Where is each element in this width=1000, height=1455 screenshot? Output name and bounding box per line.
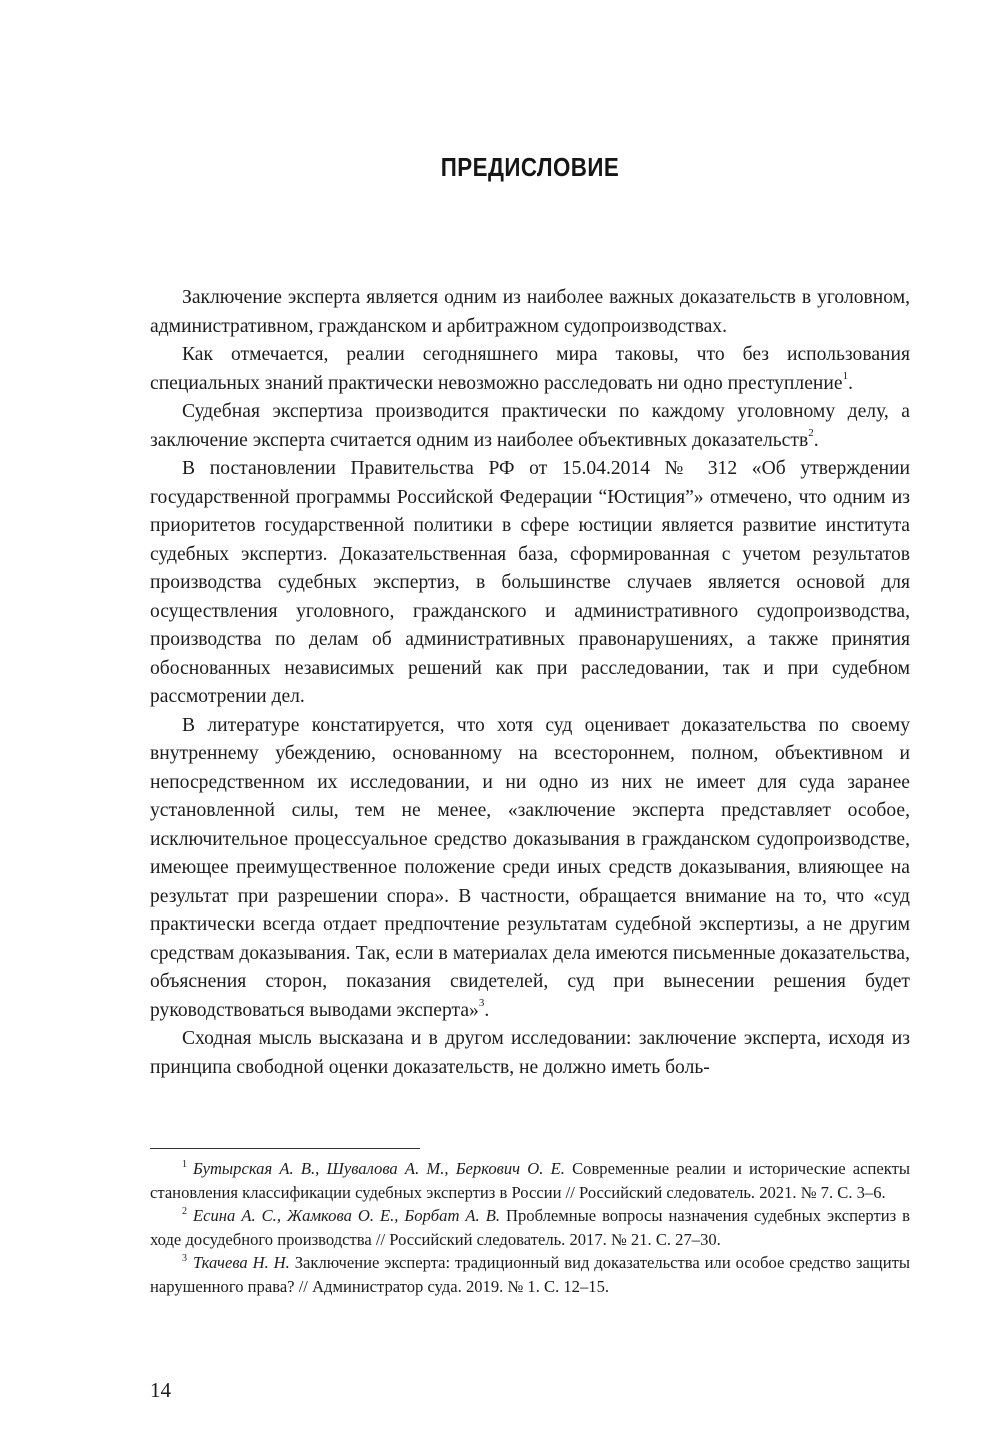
paragraph-tail: . [813, 429, 819, 451]
paragraph-text: Как отмечается, реалии сегодняшнего мира таковы, что без использования специальных знаний практически невозможно расследовать ни одно преступление [150, 344, 910, 394]
footnote-ref: 2 [808, 426, 814, 439]
paragraph-text: Судебная экспертиза производится практически по каждому уголовному делу, а заключение эксперта считается одним из наиболее объективных доказательств [150, 401, 910, 451]
footnote-text: Современные реалии и исторические аспекты становления классификации судебных экспертиз в России // Российский следователь. 2021. № 7. С. 3–6. [150, 1159, 911, 1202]
paragraph [150, 398, 910, 455]
footnote-ref: 1 [842, 369, 849, 382]
paragraph [150, 455, 910, 712]
footnote-mark: 3 [182, 1253, 187, 1265]
footnote-authors: Ткачева Н. Н. [193, 1253, 290, 1272]
paragraph-text: В постановлении Правительства РФ от 15.04.2014 № 312 «Об утверждении государственной программы Российской Федерации “Юстиция”» отмечено, что одним из приоритетов государственной политики в сфере юстиции является развитие института судебных экспертиз. Доказательственная база, сформированная с учетом результатов производства судебных экспертиз, в большинстве случаев является основой для осуществления уголовного, гражданского и административного судопроизводства, производства по делам об административных правонарушениях, а также принятия обоснованных независимых решений как при расследовании, так и при судебном рассмотрении дел. [150, 458, 910, 707]
paragraph [150, 1025, 910, 1082]
paragraph-text: В литературе констатируется, что хотя суд оценивает доказательства по своему внутреннему убеждению, основанному на всестороннем, полном, объективном и непосредственном их исследовании, и ни одно из них не имеет для суда заранее установленной силы, тем не менее, «заключение эксперта представляет особое, исключительное процессуальное средство доказывания в гражданском судопроизводстве, имеющее преимущественное положение среди иных средств доказывания, влияющее на результат при разрешении спора». В частности, обращается внимание на то, что «суд практически всегда отдает предпочтение результатам судебной экспертизы, а не другим средствам доказывания. Так, если в материалах дела имеются письменные доказательства, объяснения сторон, показания свидетелей, суд при вынесении решения будет руководствоваться выводами эксперта» [150, 714, 910, 1021]
footnote-text: Проблемные вопросы назначения судебных экспертиз в ходе досудебного производства // Российский следователь. 2017. № 21. С. 27–30. [150, 1206, 910, 1249]
footnote-divider [150, 1148, 420, 1149]
footnote-mark: 1 [182, 1159, 187, 1171]
paragraph [150, 712, 910, 1026]
footnote-authors: Бутырская А. В., Шувалова А. М., Беркович О. Е. [193, 1159, 565, 1178]
page-title: ПРЕДИСЛОВИЕ [440, 152, 620, 182]
footnote [150, 1204, 910, 1251]
paragraph-tail: . [484, 999, 490, 1021]
footnote-ref: 3 [478, 996, 485, 1009]
footnote [150, 1251, 910, 1298]
body-text [150, 284, 910, 1082]
footnote-text: Заключение эксперта: традиционный вид доказательства или особое средство защиты нарушенного права? // Администратор суда. 2019. № 1. С. 12–15. [150, 1253, 910, 1296]
paragraph-tail: . [848, 372, 853, 394]
paragraph-text: Заключение эксперта является одним из наиболее важных доказательств в уголовном, административном, гражданском и арбитражном судопроизводствах. [150, 287, 910, 337]
paragraph [150, 284, 910, 341]
footnote [150, 1157, 910, 1204]
footnote-authors: Есина А. С., Жамкова О. Е., Борбат А. В. [193, 1206, 500, 1225]
footnotes [150, 1157, 910, 1298]
paragraph [150, 341, 910, 398]
paragraph-text: Сходная мысль высказана и в другом исследовании: заключение эксперта, исходя из принципа свободной оценки доказательств, не должно иметь боль- [150, 1028, 910, 1078]
footnote-mark: 2 [182, 1206, 187, 1218]
page-number: 14 [150, 1378, 171, 1402]
